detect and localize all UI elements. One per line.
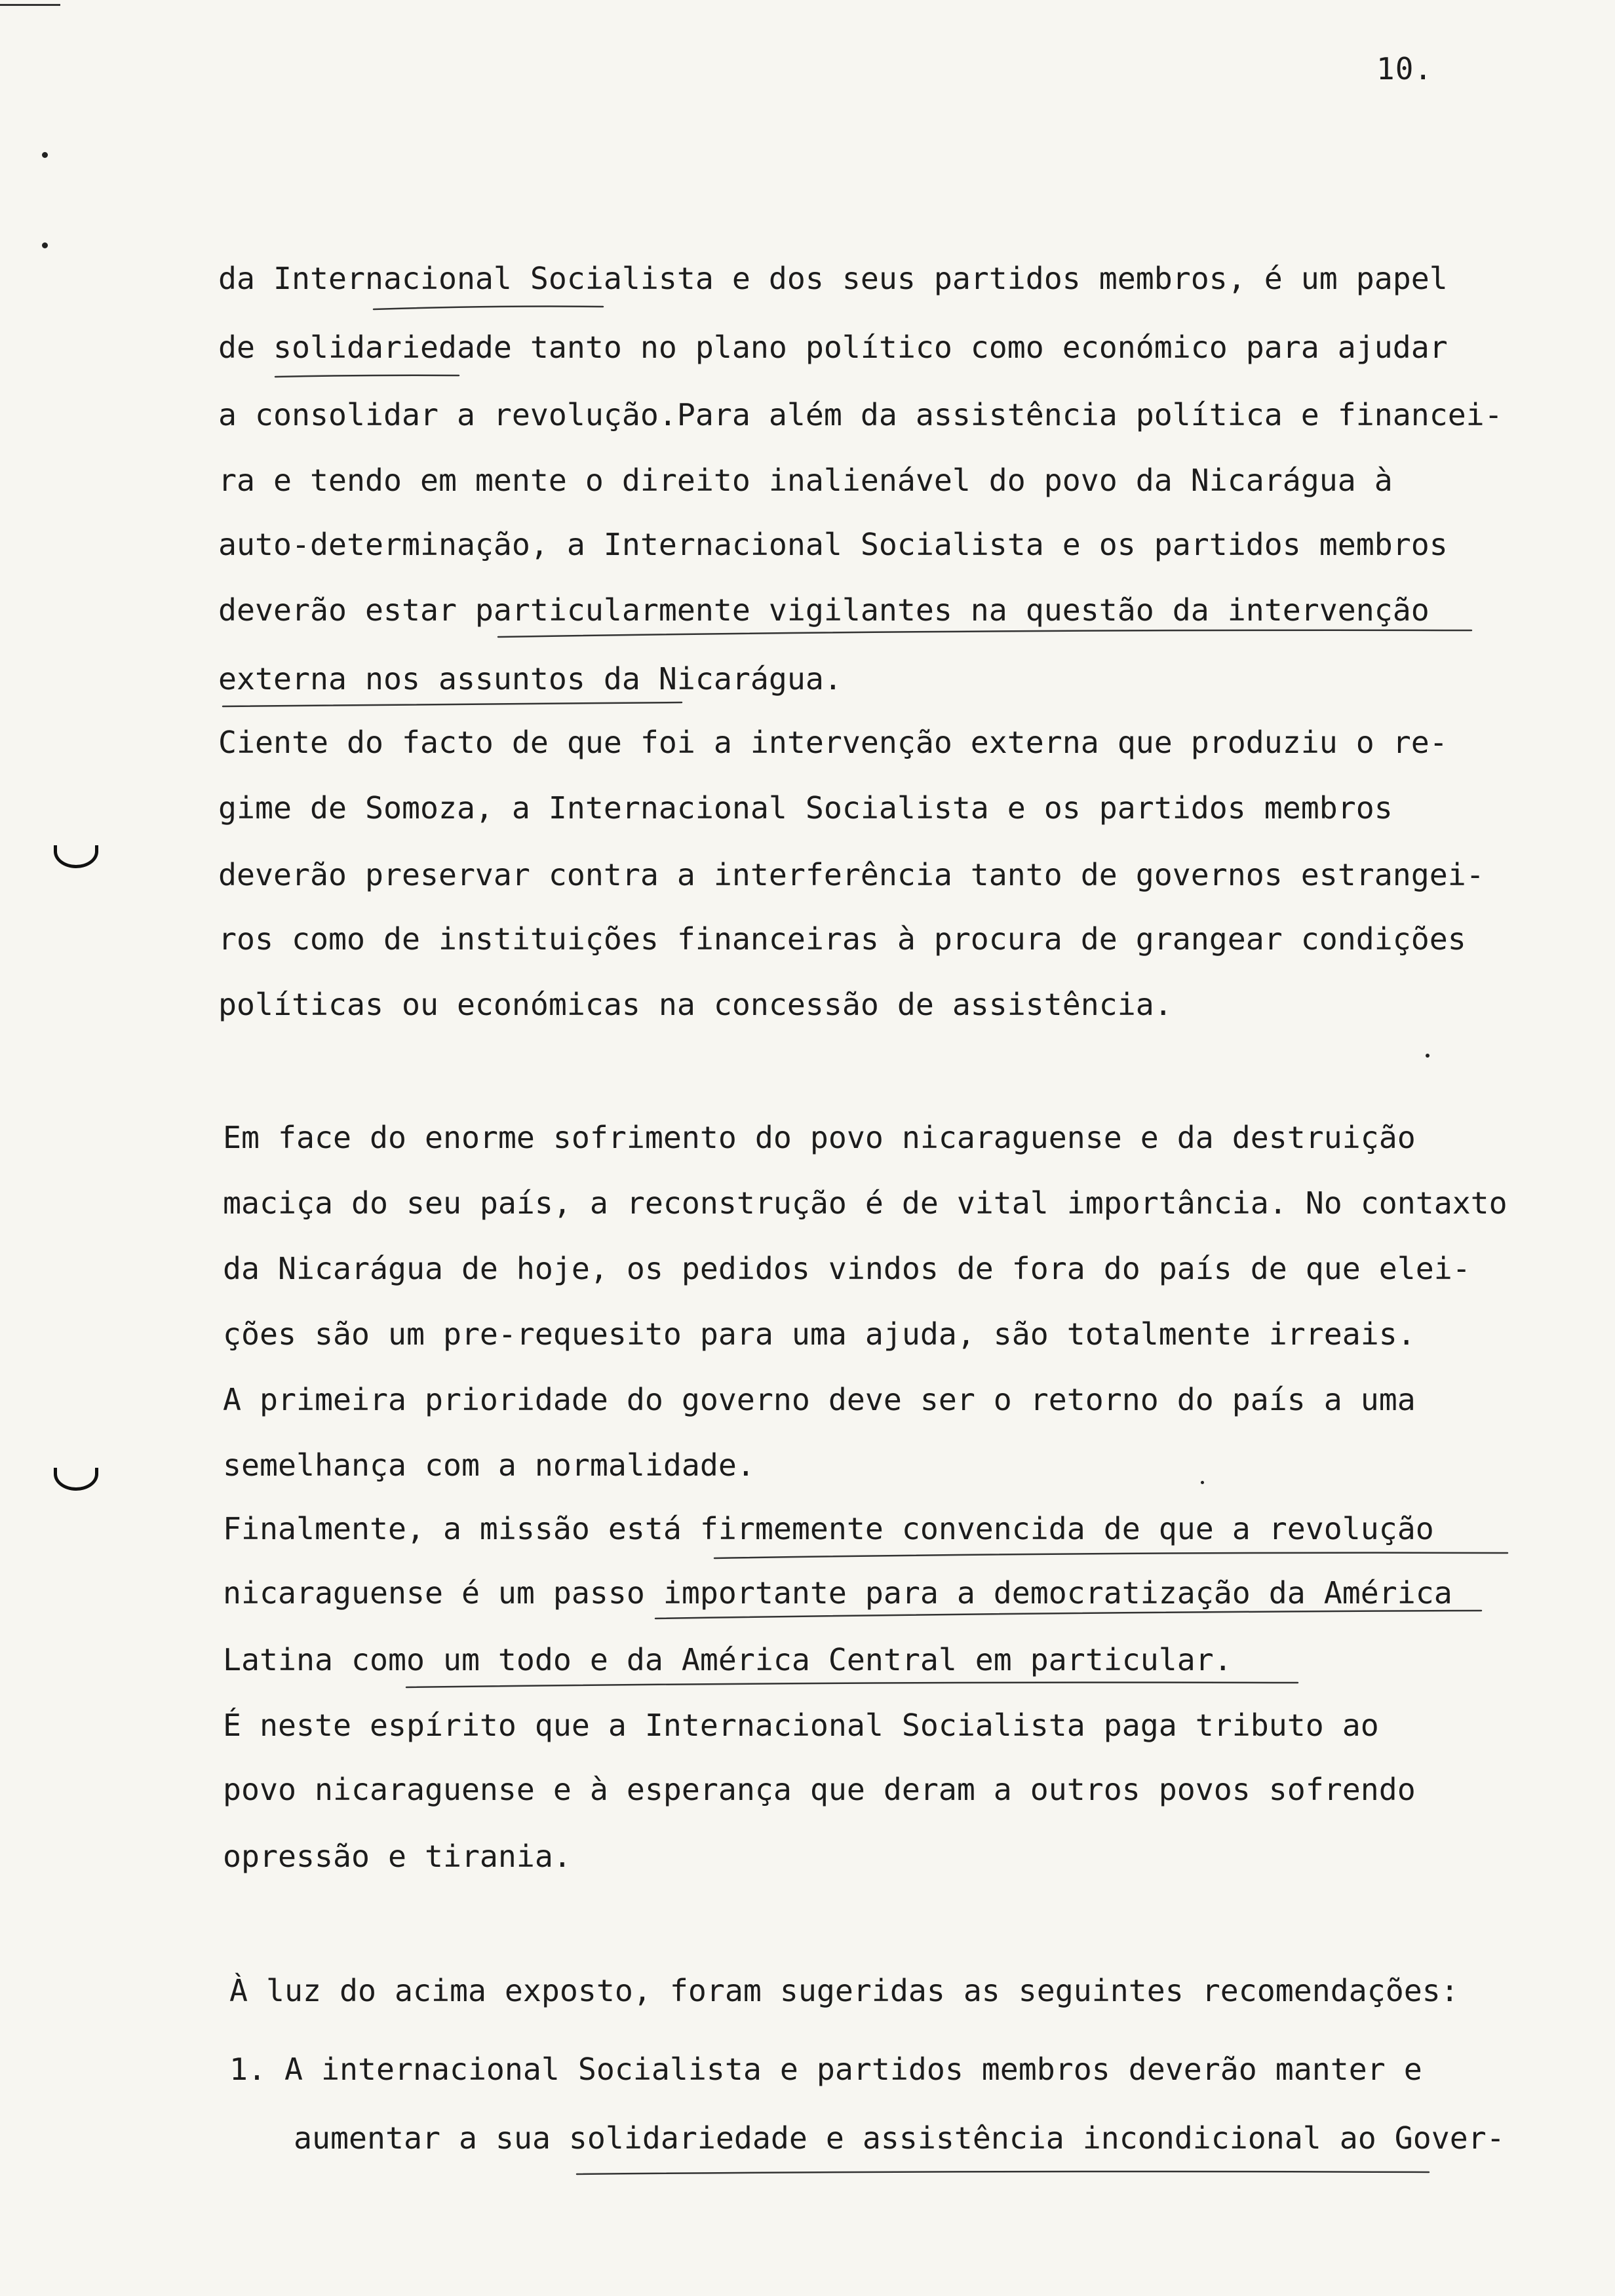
underline-mark — [406, 1683, 1298, 1687]
text-line: Ciente do facto de que foi a intervenção externa que produziu o re- — [218, 725, 1448, 760]
text-line: Latina como um todo e da América Central em particular. — [223, 1642, 1232, 1677]
list-item-text: 1. A internacional Socialista e partidos membros deverão manter e — [229, 2052, 1422, 2087]
underline-mark — [223, 702, 682, 706]
underline-mark — [275, 375, 459, 377]
text-line: opressão e tirania. — [223, 1839, 572, 1874]
page-number: 10. — [1376, 51, 1433, 86]
list-item-text: aumentar a sua solidariedade e assistência incondicional ao Gover- — [294, 2120, 1505, 2156]
top-edge-mark — [0, 4, 60, 6]
text-line: povo nicaraguense e à esperança que deram a outros povos sofrendo — [223, 1772, 1416, 1807]
underline-mark — [498, 630, 1471, 637]
text-line: ros como de instituições financeiras à procura de grangear condições — [218, 921, 1466, 957]
stray-dot — [1201, 1481, 1204, 1484]
margin-tick-mark — [54, 845, 98, 868]
text-line: externa nos assuntos da Nicarágua. — [218, 661, 842, 697]
text-line: da Nicarágua de hoje, os pedidos vindos de fora do país de que elei- — [223, 1251, 1471, 1286]
text-line: de solidariedade tanto no plano político como económico para ajudar — [218, 330, 1448, 365]
text-line: gime de Somoza, a Internacional Socialista e os partidos membros — [218, 790, 1393, 826]
underline-mark — [714, 1553, 1508, 1558]
margin-dot — [42, 152, 48, 158]
text-line: da Internacional Socialista e dos seus partidos membros, é um papel — [218, 261, 1448, 296]
text-line: maciça do seu país, a reconstrução é de vital importância. No contaxto — [223, 1185, 1508, 1221]
text-line: É neste espírito que a Internacional Socialista paga tributo ao — [223, 1708, 1379, 1743]
text-line: políticas ou económicas na concessão de assistência. — [218, 987, 1173, 1022]
text-line: auto-determinação, a Internacional Socialista e os partidos membros — [218, 527, 1448, 562]
text-line: deverão estar particularmente vigilantes na questão da intervenção — [218, 592, 1430, 628]
underline-mark — [577, 2172, 1429, 2174]
text-line: ra e tendo em mente o direito inalienável do povo da Nicarágua à — [218, 463, 1393, 498]
text-line: a consolidar a revolução.Para além da assistência política e financei- — [218, 397, 1503, 432]
underline-mark — [655, 1611, 1481, 1618]
text-line: Em face do enorme sofrimento do povo nicaraguense e da destruição — [223, 1120, 1416, 1155]
underline-mark — [374, 307, 603, 310]
text-line: Finalmente, a missão está firmemente convencida de que a revolução — [223, 1511, 1434, 1546]
margin-dot — [42, 242, 48, 248]
text-line: ções são um pre-requesito para uma ajuda, são totalmente irreais. — [223, 1316, 1416, 1352]
text-line: À luz do acima exposto, foram sugeridas as seguintes recomendações: — [229, 1973, 1459, 2008]
stray-dot — [1426, 1054, 1430, 1058]
text-line: nicaraguense é um passo importante para a democratização da América — [223, 1575, 1452, 1611]
text-line: deverão preservar contra a interferência tanto de governos estrangei- — [218, 857, 1485, 892]
text-line: A primeira prioridade do governo deve ser o retorno do país a uma — [223, 1382, 1416, 1417]
text-line: semelhança com a normalidade. — [223, 1447, 755, 1483]
margin-tick-mark — [54, 1468, 98, 1491]
